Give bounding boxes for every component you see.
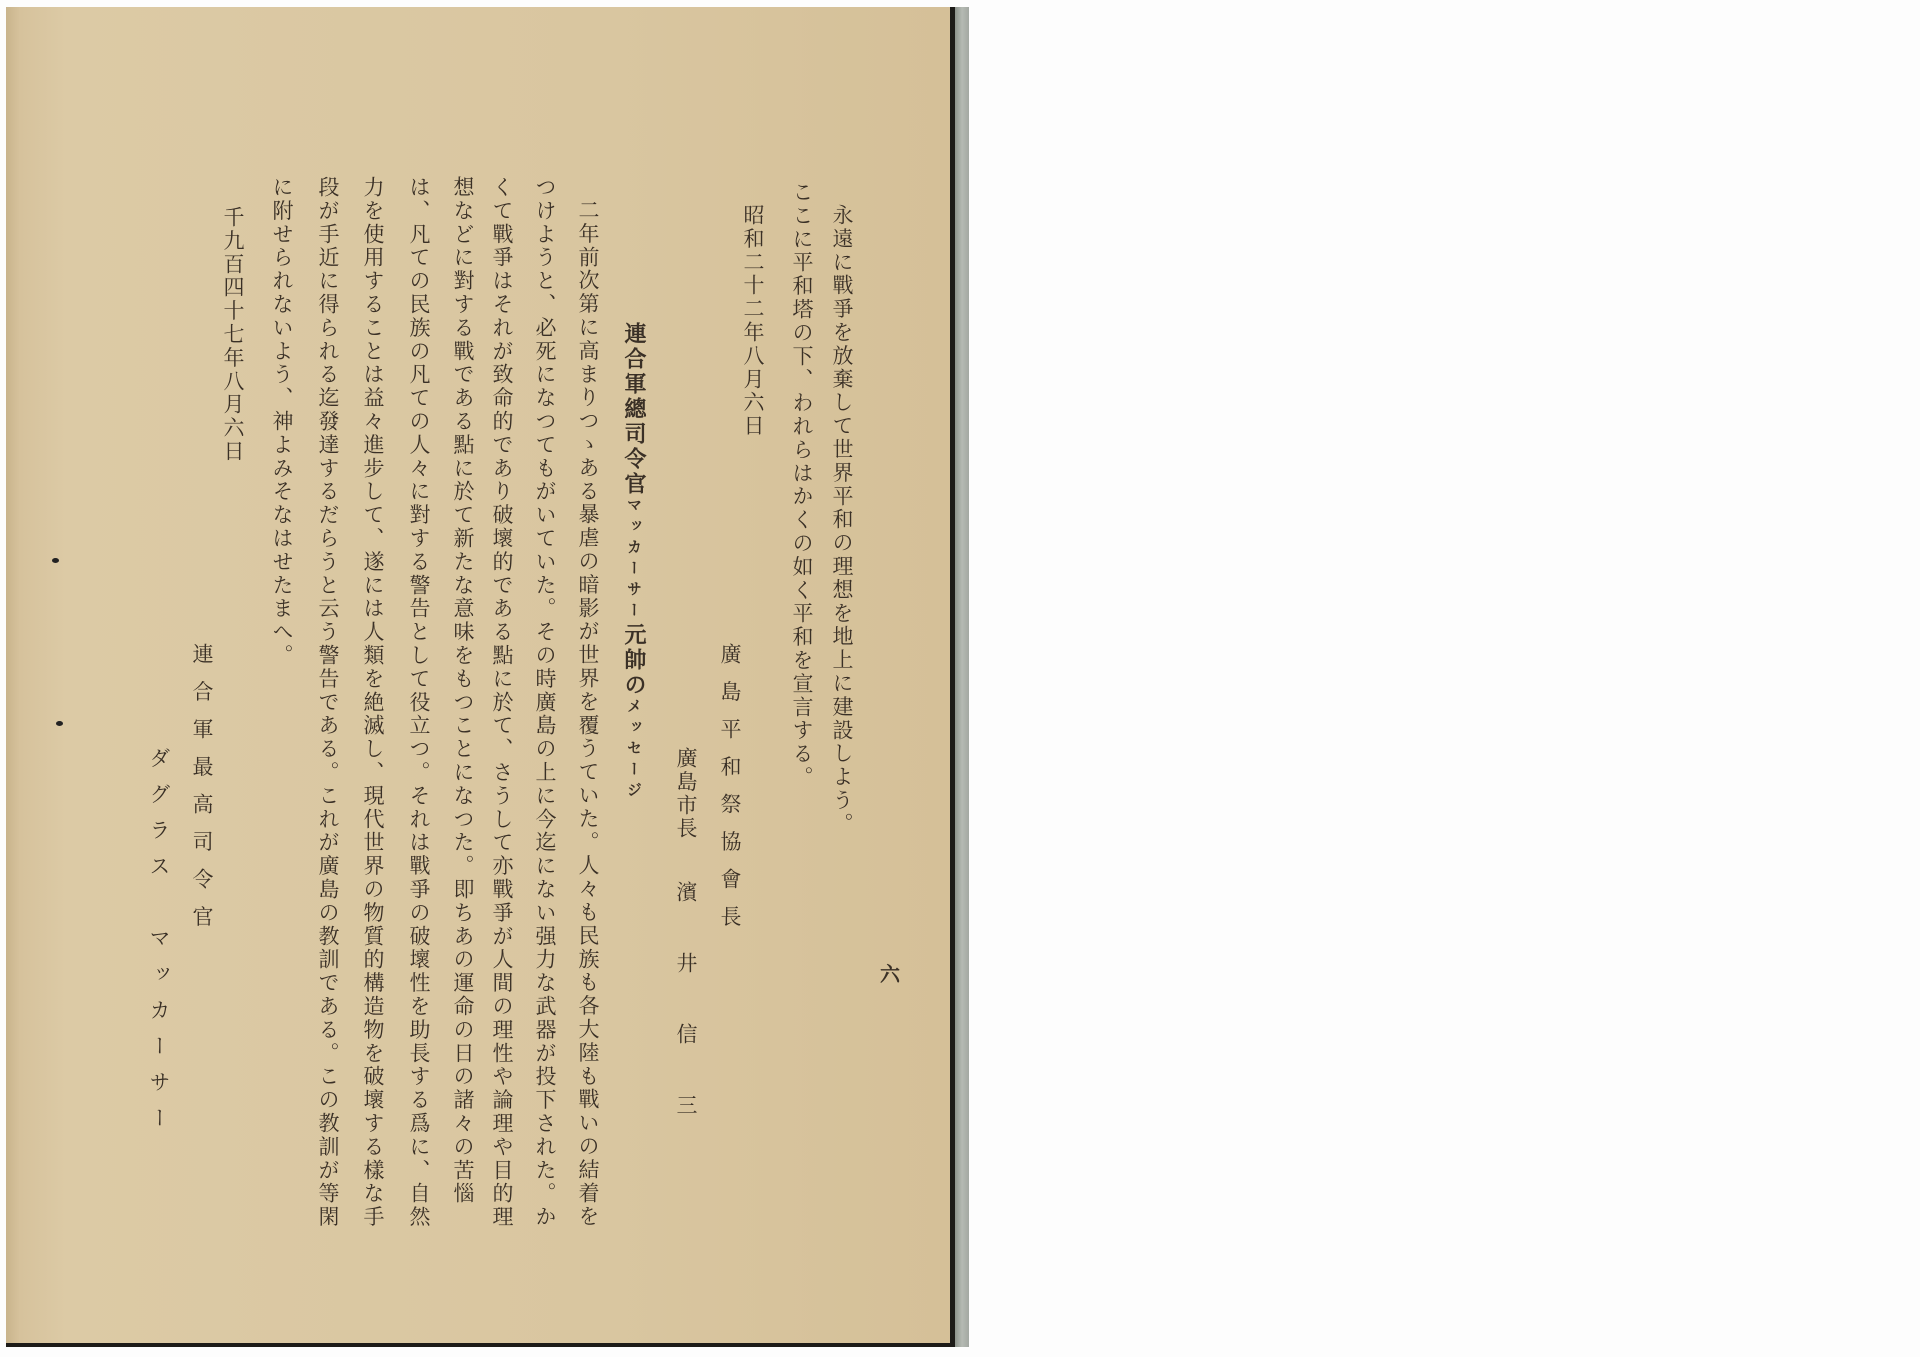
- message-line-6: 力を使用することは益々進步して、遂には人類を絶滅し、現代世界の物質的構造物を破壞する樣な手: [361, 176, 385, 1229]
- message-line-3: くて戰爭はそれが致命的であり破壞的である點に於て、さうして亦戰爭が人間の理性や論理や目的理: [490, 176, 514, 1229]
- message-title-name: マッカーサー: [625, 497, 643, 623]
- page-bottom-edge: [6, 1343, 955, 1347]
- message-line-2: つけようと、必死になつてもがいていた。その時廣島の上に今迄にない强力な武器が投下された。か: [533, 176, 557, 1229]
- page-number: 六: [880, 962, 900, 986]
- message-line-4: 想などに對する戰である點に於て新たな意味をもつことになつた。即ちあの運命の日の諸々の苦惱: [451, 176, 475, 1206]
- message-title-main: 連合軍總司令官: [621, 322, 647, 497]
- declaration-line-2: ここに平和塔の下、われらはかくの如く平和を宣言する。: [790, 181, 814, 790]
- book-edge: [955, 7, 969, 1347]
- mayor-title: 廣島市長: [674, 747, 698, 841]
- mayor-name: 濱井信三: [674, 880, 698, 1165]
- mayor-signature: [671, 747, 701, 1165]
- message-title-suffix: メッセージ: [625, 698, 643, 803]
- message-line-1: 二年前次第に高まりつゝある暴虐の暗影が世界を覆うていた。人々も民族も各大陸も戰いの結着を: [576, 199, 600, 1229]
- message-line-7: 段が手近に得られる迄發達するだらうと云う警告である。これが廣島の教訓である。この教訓が等閑: [316, 176, 340, 1229]
- message-title: [619, 322, 649, 803]
- message-date: 千九百四十七年八月六日: [221, 206, 245, 464]
- message-title-rank: 元帥の: [621, 623, 647, 698]
- message-signer-name: ダグラス マッカーサー: [147, 747, 171, 1143]
- declaration-signer: 廣島平和祭協會長: [718, 643, 742, 943]
- ink-mark: [52, 558, 59, 563]
- message-signer-title: 連合軍最高司令官: [190, 643, 214, 943]
- declaration-date: 昭和二十二年八月六日: [741, 204, 765, 438]
- ink-mark: [56, 721, 63, 726]
- declaration-line-1: 永遠に戰爭を放棄して世界平和の理想を地上に建設しよう。: [830, 204, 854, 836]
- message-line-5: は、凡ての民族の凡ての人々に對する警告として役立つ。それは戰爭の破壞性を助長する爲に、自然: [407, 176, 431, 1229]
- message-line-8: に附せられないよう、神よみそなはせたまへ。: [270, 176, 294, 668]
